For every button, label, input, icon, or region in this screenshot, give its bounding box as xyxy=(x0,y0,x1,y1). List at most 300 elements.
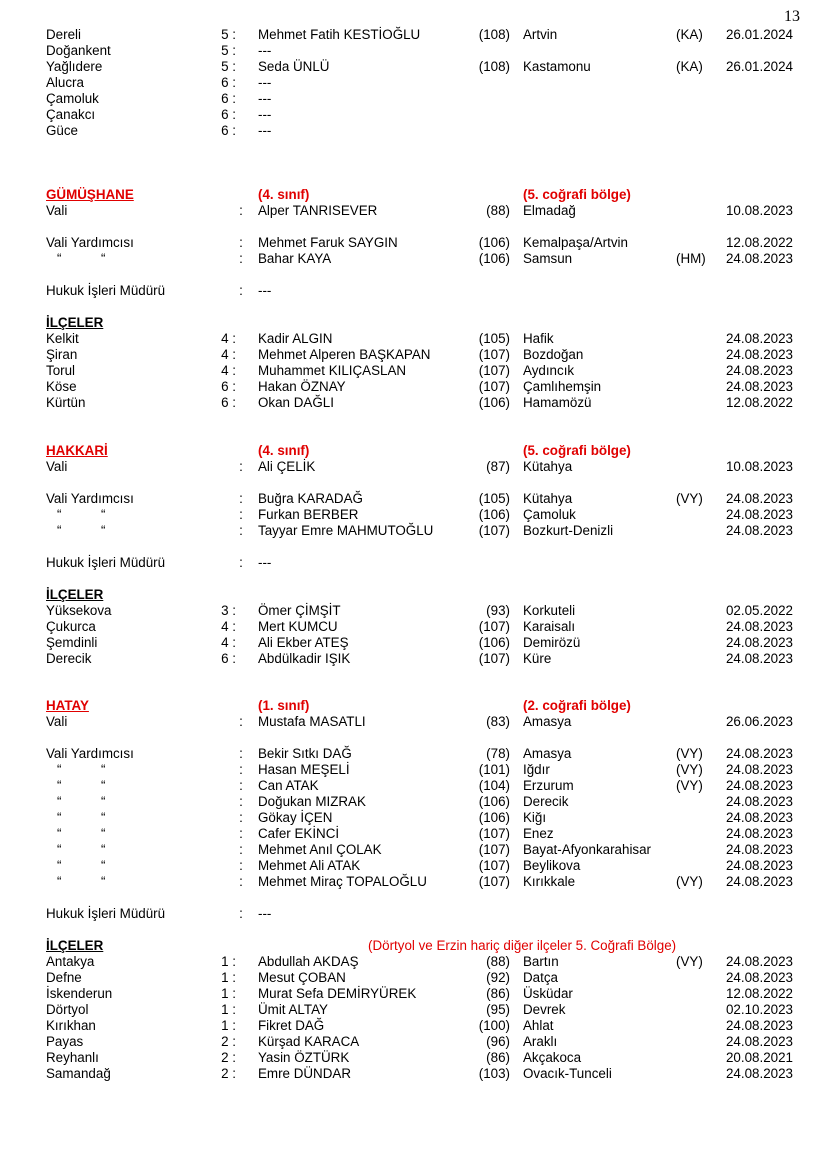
legal-director-row: Hukuk İşleri Müdürü : --- xyxy=(46,283,272,298)
role-label: Vali Yardımcısı xyxy=(46,746,134,761)
official-name: Kadir ALGIN xyxy=(258,331,333,346)
previous-post: Çamlıhemşin xyxy=(523,379,602,394)
district-grade: 4 : xyxy=(221,347,236,362)
title-code: (VY) xyxy=(676,491,703,506)
role-label: Hukuk İşleri Müdürü xyxy=(46,283,166,298)
province-class: (4. sınıf) xyxy=(258,443,310,458)
previous-post: Iğdır xyxy=(523,762,550,777)
district-grade: 1 : xyxy=(221,1002,236,1017)
ditto-mark: “ xyxy=(101,762,106,777)
official-name: --- xyxy=(258,283,272,298)
appointment-date: 24.08.2023 xyxy=(725,874,793,889)
previous-post: Beylikova xyxy=(523,858,581,873)
districts-title: İLÇELER xyxy=(46,315,104,330)
appointment-date: 12.08.2022 xyxy=(725,395,793,410)
appointment-date: 24.08.2023 xyxy=(725,347,793,362)
previous-post: Amasya xyxy=(523,746,572,761)
list-item xyxy=(0,954,827,970)
appointment-date: 24.08.2023 xyxy=(725,331,793,346)
district-name: Kelkit xyxy=(46,331,79,346)
official-name: Muhammet KILIÇASLAN xyxy=(258,363,407,378)
official-name: --- xyxy=(258,75,272,90)
appointment-date: 24.08.2023 xyxy=(725,1018,793,1033)
ditto-mark: “ xyxy=(57,762,62,777)
appointment-date: 24.08.2023 xyxy=(725,954,793,969)
deputy-row: “ “ : Mehmet Miraç TOPALOĞLU (107) Kırıkkale (VY) 24.08.2023 xyxy=(57,874,793,889)
appointment-date: 24.08.2023 xyxy=(725,651,793,666)
list-item xyxy=(0,1066,827,1082)
appointment-date: 10.08.2023 xyxy=(725,459,793,474)
official-name: Doğukan MIZRAK xyxy=(258,794,366,809)
rank-number: (106) xyxy=(478,235,510,250)
ditto-mark: “ xyxy=(57,858,62,873)
district-grade: 2 : xyxy=(221,1034,236,1049)
title-code: (VY) xyxy=(676,746,703,761)
district-grade: 4 : xyxy=(221,331,236,346)
appointment-date: 10.08.2023 xyxy=(725,203,793,218)
rank-number: (101) xyxy=(478,762,510,777)
title-code: (KA) xyxy=(676,59,703,74)
ditto-mark: “ xyxy=(101,826,106,841)
deputy-row: “ “ : Doğukan MIZRAK (106) Derecik 24.08.2023 xyxy=(57,794,793,809)
rank-number: (88) xyxy=(486,203,510,218)
rank-number: (106) xyxy=(478,635,510,650)
deputy-row: Vali Yardımcısı : Mehmet Faruk SAYGIN (106) Kemalpaşa/Artvin 12.08.2022 xyxy=(46,235,793,250)
role-label: Hukuk İşleri Müdürü xyxy=(46,555,166,570)
rank-number: (78) xyxy=(486,746,510,761)
district-grade: 3 : xyxy=(221,603,236,618)
appointment-date: 20.08.2021 xyxy=(725,1050,793,1065)
district-name: Köse xyxy=(46,379,77,394)
official-name: Hasan MEŞELİ xyxy=(258,762,350,777)
appointment-date: 02.05.2022 xyxy=(725,603,793,618)
appointment-date: 24.08.2023 xyxy=(725,794,793,809)
rank-number: (107) xyxy=(478,858,510,873)
district-name: Reyhanlı xyxy=(46,1050,99,1065)
list-item xyxy=(0,27,827,43)
official-name: Bahar KAYA xyxy=(258,251,332,266)
list-item xyxy=(0,363,827,379)
rank-number: (106) xyxy=(478,251,510,266)
ditto-mark: “ xyxy=(101,842,106,857)
district-grade: 1 : xyxy=(221,986,236,1001)
official-name: Mehmet Faruk SAYGIN xyxy=(258,235,398,250)
rank-number: (96) xyxy=(486,1034,510,1049)
legal-director-row: Hukuk İşleri Müdürü : --- xyxy=(46,555,272,570)
ditto-mark: “ xyxy=(101,858,106,873)
district-grade: 1 : xyxy=(221,970,236,985)
appointment-date: 24.08.2023 xyxy=(725,379,793,394)
official-name: Murat Sefa DEMİRYÜREK xyxy=(258,986,417,1001)
role-label: Vali Yardımcısı xyxy=(46,235,134,250)
official-name: Alper TANRISEVER xyxy=(258,203,378,218)
province-title: HATAY xyxy=(46,698,89,713)
ditto-mark: “ xyxy=(101,507,106,522)
province-region: (2. coğrafi bölge) xyxy=(523,698,631,713)
previous-post: Kırıkkale xyxy=(523,874,576,889)
title-code: (VY) xyxy=(676,954,703,969)
title-code: (HM) xyxy=(676,251,706,266)
previous-post: Erzurum xyxy=(523,778,574,793)
rank-number: (107) xyxy=(478,874,510,889)
rank-number: (107) xyxy=(478,347,510,362)
appointment-date: 24.08.2023 xyxy=(725,1066,793,1081)
official-name: Fikret DAĞ xyxy=(258,1018,325,1033)
list-item xyxy=(0,619,827,635)
appointment-date: 24.08.2023 xyxy=(725,619,793,634)
rank-number: (107) xyxy=(478,842,510,857)
rank-number: (107) xyxy=(478,619,510,634)
official-name: --- xyxy=(258,107,272,122)
official-name: Mehmet Miraç TOPALOĞLU xyxy=(258,874,427,889)
district-name: Doğankent xyxy=(46,43,111,58)
deputy-row: “ “ : Bahar KAYA (106) Samsun (HM) 24.08.2023 xyxy=(57,251,793,266)
district-name: Çukurca xyxy=(46,619,96,634)
district-grade: 5 : xyxy=(221,27,236,42)
list-item xyxy=(0,1034,827,1050)
official-name: --- xyxy=(258,43,272,58)
previous-post: Bartın xyxy=(523,954,559,969)
governor-row: Vali : Ali ÇELİK (87) Kütahya 10.08.2023 xyxy=(46,459,793,474)
ditto-mark: “ xyxy=(101,778,106,793)
district-grade: 6 : xyxy=(221,395,236,410)
rank-number: (108) xyxy=(478,27,510,42)
rank-number: (105) xyxy=(478,331,510,346)
previous-post: Kütahya xyxy=(523,491,573,506)
rank-number: (93) xyxy=(486,603,510,618)
official-name: Tayyar Emre MAHMUTOĞLU xyxy=(258,523,434,538)
district-name: Şiran xyxy=(46,347,78,362)
deputy-row: “ “ : Mehmet Ali ATAK (107) Beylikova 24.08.2023 xyxy=(57,858,793,873)
deputy-row: Vali Yardımcısı : Bekir Sıtkı DAĞ (78) Amasya (VY) 24.08.2023 xyxy=(46,746,793,761)
official-name: Mesut ÇOBAN xyxy=(258,970,346,985)
legal-director-row: Hukuk İşleri Müdürü : --- xyxy=(46,906,272,921)
list-item xyxy=(0,395,827,411)
previous-post: Elmadağ xyxy=(523,203,576,218)
appointment-date: 26.06.2023 xyxy=(725,714,793,729)
official-name: Hakan ÖZNAY xyxy=(258,379,346,394)
previous-post: Samsun xyxy=(523,251,573,266)
role-label: Vali Yardımcısı xyxy=(46,491,134,506)
deputy-row: “ “ : Mehmet Anıl ÇOLAK (107) Bayat-Afyonkarahisar 24.08.2023 xyxy=(57,842,793,857)
list-item xyxy=(0,379,827,395)
role-label: Vali xyxy=(46,459,68,474)
ditto-mark: “ xyxy=(101,810,106,825)
rank-number: (104) xyxy=(478,778,510,793)
rank-number: (106) xyxy=(478,507,510,522)
list-item xyxy=(0,651,827,667)
rank-number: (95) xyxy=(486,1002,510,1017)
appointment-date: 24.08.2023 xyxy=(725,810,793,825)
list-item xyxy=(0,91,827,107)
title-code: (VY) xyxy=(676,874,703,889)
list-item xyxy=(0,331,827,347)
previous-post: Bozdoğan xyxy=(523,347,584,362)
appointment-date: 24.08.2023 xyxy=(725,491,793,506)
appointment-date: 24.08.2023 xyxy=(725,746,793,761)
rank-number: (92) xyxy=(486,970,510,985)
districts-region-note: (Dörtyol ve Erzin hariç diğer ilçeler 5. Coğrafi Bölge) xyxy=(368,938,677,953)
province-header xyxy=(0,443,827,459)
province-title: HAKKARİ xyxy=(46,443,108,458)
official-name: Okan DAĞLI xyxy=(258,395,334,410)
district-name: Çamoluk xyxy=(46,91,99,106)
role-label: Hukuk İşleri Müdürü xyxy=(46,906,166,921)
appointment-date: 24.08.2023 xyxy=(725,507,793,522)
list-item xyxy=(0,1018,827,1034)
districts-heading xyxy=(0,938,827,954)
previous-post: Artvin xyxy=(523,27,558,42)
official-name: Mehmet Fatih KESTİOĞLU xyxy=(258,27,421,42)
district-name: Alucra xyxy=(46,75,84,90)
official-name: Abdullah AKDAŞ xyxy=(258,954,359,969)
deputy-row: “ “ : Furkan BERBER (106) Çamoluk 24.08.2023 xyxy=(57,507,793,522)
appointment-date: 12.08.2022 xyxy=(725,235,793,250)
previous-post: Araklı xyxy=(523,1034,558,1049)
ditto-mark: “ xyxy=(57,810,62,825)
district-name: Yüksekova xyxy=(46,603,112,618)
ditto-mark: “ xyxy=(57,251,62,266)
appointment-date: 26.01.2024 xyxy=(725,27,793,42)
list-item xyxy=(0,1002,827,1018)
district-grade: 5 : xyxy=(221,43,236,58)
official-name: Mehmet Ali ATAK xyxy=(258,858,361,873)
appointment-date: 26.01.2024 xyxy=(725,59,793,74)
appointment-date: 24.08.2023 xyxy=(725,842,793,857)
previous-post: Demirözü xyxy=(523,635,581,650)
district-name: Payas xyxy=(46,1034,84,1049)
district-name: Kürtün xyxy=(46,395,86,410)
previous-post: Derecik xyxy=(523,794,569,809)
deputy-row: “ “ : Can ATAK (104) Erzurum (VY) 24.08.2023 xyxy=(57,778,793,793)
district-grade: 6 : xyxy=(221,75,236,90)
district-name: İskenderun xyxy=(46,986,113,1001)
official-name: Mert KUMCU xyxy=(258,619,338,634)
rank-number: (100) xyxy=(478,1018,510,1033)
official-name: Ali ÇELİK xyxy=(258,459,316,474)
district-name: Güce xyxy=(46,123,79,138)
district-grade: 6 : xyxy=(221,123,236,138)
province-title: GÜMÜŞHANE xyxy=(46,187,134,202)
previous-post: Kütahya xyxy=(523,459,573,474)
title-code: (VY) xyxy=(676,762,703,777)
district-name: Dörtyol xyxy=(46,1002,89,1017)
previous-post: Küre xyxy=(523,651,552,666)
deputy-row: “ “ : Gökay İÇEN (106) Kiğı 24.08.2023 xyxy=(57,810,793,825)
ditto-mark: “ xyxy=(101,251,106,266)
districts-heading xyxy=(0,587,827,603)
list-item xyxy=(0,986,827,1002)
previous-post: Amasya xyxy=(523,714,572,729)
appointment-date: 24.08.2023 xyxy=(725,635,793,650)
official-name: Emre DÜNDAR xyxy=(258,1066,351,1081)
appointment-date: 24.08.2023 xyxy=(725,363,793,378)
official-name: Buğra KARADAĞ xyxy=(258,491,363,506)
official-name: Kürşad KARACA xyxy=(258,1034,360,1049)
rank-number: (103) xyxy=(478,1066,510,1081)
deputy-row: Vali Yardımcısı : Buğra KARADAĞ (105) Kütahya (VY) 24.08.2023 xyxy=(46,491,793,506)
rank-number: (108) xyxy=(478,59,510,74)
deputy-row: “ “ : Hasan MEŞELİ (101) Iğdır (VY) 24.08.2023 xyxy=(57,762,793,777)
official-name: Gökay İÇEN xyxy=(258,810,333,825)
district-grade: 6 : xyxy=(221,107,236,122)
list-item xyxy=(0,107,827,123)
list-item xyxy=(0,970,827,986)
ditto-mark: “ xyxy=(57,778,62,793)
list-item xyxy=(0,635,827,651)
official-name: --- xyxy=(258,123,272,138)
previous-post: Devrek xyxy=(523,1002,566,1017)
previous-post: Enez xyxy=(523,826,554,841)
official-name: Furkan BERBER xyxy=(258,507,359,522)
rank-number: (106) xyxy=(478,794,510,809)
role-label: Vali xyxy=(46,714,68,729)
rank-number: (107) xyxy=(478,379,510,394)
previous-post: Bozkurt-Denizli xyxy=(523,523,614,538)
ditto-mark: “ xyxy=(57,826,62,841)
district-grade: 4 : xyxy=(221,635,236,650)
province-class: (1. sınıf) xyxy=(258,698,310,713)
district-grade: 6 : xyxy=(221,651,236,666)
district-grade: 1 : xyxy=(221,1018,236,1033)
district-name: Defne xyxy=(46,970,82,985)
district-grade: 2 : xyxy=(221,1050,236,1065)
district-name: Derecik xyxy=(46,651,92,666)
rank-number: (106) xyxy=(478,395,510,410)
appointment-date: 24.08.2023 xyxy=(725,970,793,985)
district-grade: 1 : xyxy=(221,954,236,969)
title-code: (KA) xyxy=(676,27,703,42)
appointment-date: 24.08.2023 xyxy=(725,523,793,538)
official-name: --- xyxy=(258,91,272,106)
province-class: (4. sınıf) xyxy=(258,187,310,202)
previous-post: Kemalpaşa/Artvin xyxy=(523,235,628,250)
previous-post: Datça xyxy=(523,970,558,985)
list-item xyxy=(0,43,827,59)
rank-number: (107) xyxy=(478,826,510,841)
district-grade: 6 : xyxy=(221,91,236,106)
ditto-mark: “ xyxy=(57,842,62,857)
official-name: --- xyxy=(258,906,272,921)
province-header xyxy=(0,187,827,203)
district-name: Dereli xyxy=(46,27,81,42)
appointment-date: 12.08.2022 xyxy=(725,986,793,1001)
official-name: Mehmet Anıl ÇOLAK xyxy=(258,842,382,857)
official-name: Ömer ÇİMŞİT xyxy=(258,603,341,618)
governor-row: Vali : Mustafa MASATLI (83) Amasya 26.06.2023 xyxy=(46,714,793,729)
district-grade: 4 : xyxy=(221,363,236,378)
list-item xyxy=(0,603,827,619)
district-name: Yağlıdere xyxy=(46,59,103,74)
rank-number: (86) xyxy=(486,986,510,1001)
district-grade: 5 : xyxy=(221,59,236,74)
province-region: (5. coğrafi bölge) xyxy=(523,187,631,202)
appointment-date: 24.08.2023 xyxy=(725,251,793,266)
ditto-mark: “ xyxy=(57,794,62,809)
list-item xyxy=(0,59,827,75)
list-item xyxy=(0,75,827,91)
rank-number: (107) xyxy=(478,651,510,666)
previous-post: Ahlat xyxy=(523,1018,554,1033)
province-region: (5. coğrafi bölge) xyxy=(523,443,631,458)
previous-post: Akçakoca xyxy=(523,1050,582,1065)
official-name: Ali Ekber ATEŞ xyxy=(258,635,349,650)
official-name: Can ATAK xyxy=(258,778,319,793)
deputy-row: “ “ : Tayyar Emre MAHMUTOĞLU (107) Bozkurt-Denizli 24.08.2023 xyxy=(57,523,793,538)
district-name: Kırıkhan xyxy=(46,1018,96,1033)
previous-post: Aydıncık xyxy=(523,363,575,378)
ditto-mark: “ xyxy=(101,794,106,809)
districts-title: İLÇELER xyxy=(46,587,104,602)
official-name: Ümit ALTAY xyxy=(258,1002,328,1017)
list-item xyxy=(0,123,827,139)
appointment-date: 24.08.2023 xyxy=(725,1034,793,1049)
previous-post: Ovacık-Tunceli xyxy=(523,1066,612,1081)
district-grade: 4 : xyxy=(221,619,236,634)
appointment-date: 24.08.2023 xyxy=(725,858,793,873)
ditto-mark: “ xyxy=(101,523,106,538)
official-name: Mustafa MASATLI xyxy=(258,714,366,729)
official-name: Abdülkadir IŞIK xyxy=(258,651,351,666)
rank-number: (87) xyxy=(486,459,510,474)
rank-number: (106) xyxy=(478,810,510,825)
official-name: --- xyxy=(258,555,272,570)
previous-post: Korkuteli xyxy=(523,603,576,618)
page-number: 13 xyxy=(784,8,800,25)
previous-post: Üsküdar xyxy=(523,986,573,1001)
rank-number: (88) xyxy=(486,954,510,969)
district-name: Samandağ xyxy=(46,1066,111,1081)
official-name: Yasin ÖZTÜRK xyxy=(258,1050,350,1065)
previous-post: Hamamözü xyxy=(523,395,592,410)
appointment-date: 24.08.2023 xyxy=(725,826,793,841)
district-name: Çanakcı xyxy=(46,107,96,122)
district-name: Torul xyxy=(46,363,76,378)
list-item xyxy=(0,347,827,363)
ditto-mark: “ xyxy=(57,523,62,538)
rank-number: (105) xyxy=(478,491,510,506)
official-name: Bekir Sıtkı DAĞ xyxy=(258,746,352,761)
official-name: Seda ÜNLÜ xyxy=(258,59,330,74)
previous-post: Kastamonu xyxy=(523,59,591,74)
deputy-row: “ “ : Cafer EKİNCİ (107) Enez 24.08.2023 xyxy=(57,826,793,841)
rank-number: (107) xyxy=(478,363,510,378)
previous-post: Çamoluk xyxy=(523,507,576,522)
appointment-date: 24.08.2023 xyxy=(725,762,793,777)
district-name: Antakya xyxy=(46,954,95,969)
district-grade: 6 : xyxy=(221,379,236,394)
previous-post: Bayat-Afyonkarahisar xyxy=(523,842,652,857)
ditto-mark: “ xyxy=(101,874,106,889)
previous-post: Hafik xyxy=(523,331,554,346)
ditto-mark: “ xyxy=(57,507,62,522)
previous-post: Karaisalı xyxy=(523,619,576,634)
rank-number: (86) xyxy=(486,1050,510,1065)
districts-heading xyxy=(0,315,827,331)
rank-number: (83) xyxy=(486,714,510,729)
rank-number: (107) xyxy=(478,523,510,538)
previous-post: Kiğı xyxy=(523,810,547,825)
appointment-date: 02.10.2023 xyxy=(725,1002,793,1017)
districts-title: İLÇELER xyxy=(46,938,104,953)
title-code: (VY) xyxy=(676,778,703,793)
official-name: Mehmet Alperen BAŞKAPAN xyxy=(258,347,431,362)
governor-row: Vali : Alper TANRISEVER (88) Elmadağ 10.08.2023 xyxy=(46,203,793,218)
ditto-mark: “ xyxy=(57,874,62,889)
official-name: Cafer EKİNCİ xyxy=(258,826,340,841)
appointment-date: 24.08.2023 xyxy=(725,778,793,793)
role-label: Vali xyxy=(46,203,68,218)
